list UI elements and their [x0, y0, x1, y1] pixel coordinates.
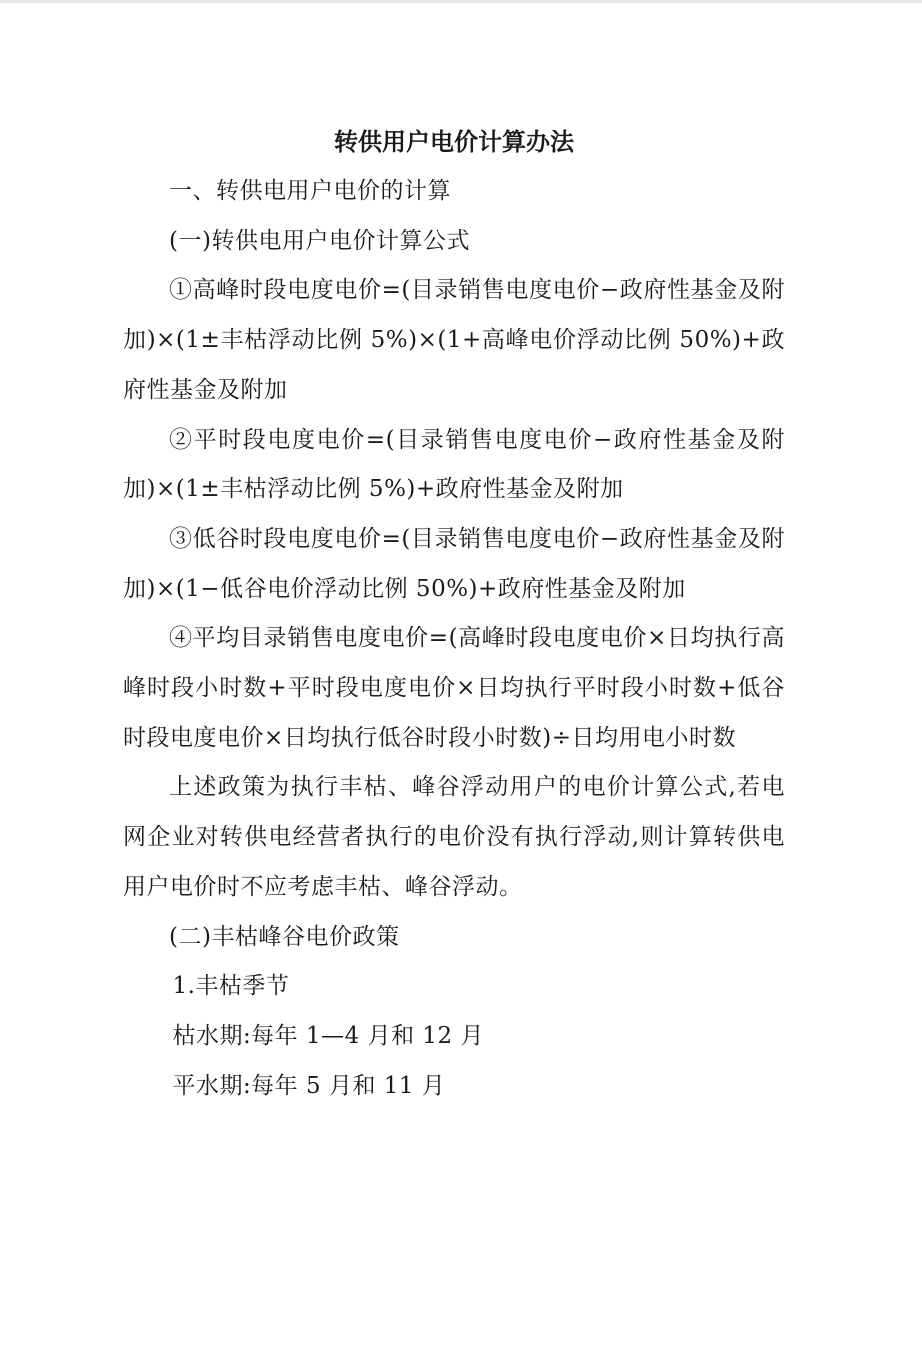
section-heading-1: 一、转供电用户电价的计算	[169, 178, 451, 204]
formula-flat-price: ②平时段电度电价=(目录销售电度电价−政府性基金及附加)×(1±丰枯浮动比例 5%)+政府性基金及附加	[123, 426, 785, 503]
page-top-border	[0, 0, 922, 3]
list-item-normal-season: 平水期:每年 5 月和 11 月	[172, 1072, 446, 1099]
policy-note: 上述政策为执行丰枯、峰谷浮动用户的电价计算公式,若电网企业对转供电经营者执行的电价没有执行浮动,则计算转供电用户电价时不应考虑丰枯、峰谷浮动。	[123, 774, 785, 900]
document-title: 转供用户电价计算办法	[334, 127, 574, 156]
list-item-dry-season: 枯水期:每年 1—4 月和 12 月	[172, 1022, 484, 1049]
formula-peak-price: ①高峰时段电度电价=(目录销售电度电价−政府性基金及附加)×(1±丰枯浮动比例 5%)×(1+高峰电价浮动比例 50%)+政府性基金及附加	[123, 277, 785, 403]
list-item-seasons: 1.丰枯季节	[172, 973, 290, 1000]
document-page	[123, 117, 785, 1111]
subsection-heading-policy: (二)丰枯峰谷电价政策	[169, 923, 400, 950]
formula-valley-price: ③低谷时段电度电价=(目录销售电度电价−政府性基金及附加)×(1−低谷电价浮动比例 50%)+政府性基金及附加	[123, 525, 785, 602]
subsection-heading-formula: (一)转供电用户电价计算公式	[169, 227, 470, 254]
formula-average-price: ④平均目录销售电度电价=(高峰时段电度电价×日均执行高峰时段小时数+平时段电度电价×日均执行平时段小时数+低谷时段电度电价×日均执行低谷时段小时数)÷日均用电小时数	[123, 625, 785, 751]
